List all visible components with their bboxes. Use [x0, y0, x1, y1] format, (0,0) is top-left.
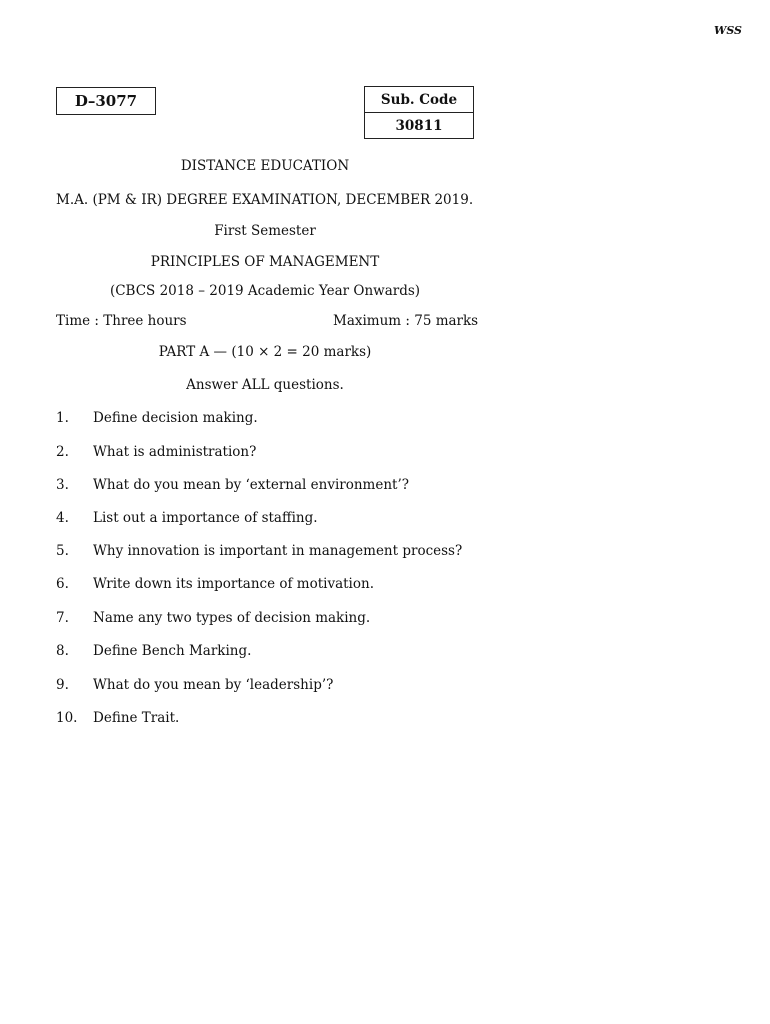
subject-code-label: Sub. Code: [380, 91, 458, 108]
exam-title: M.A. (PM & IR) DEGREE EXAMINATION, DECEMBER 2019.: [56, 192, 474, 208]
question-text: List out a importance of staffing.: [93, 510, 318, 526]
question-number: 1.: [56, 410, 69, 426]
part-title: PART A — (10 × 2 = 20 marks): [158, 344, 372, 360]
question-text: What do you mean by ‘external environment’?: [93, 477, 409, 493]
maximum-marks: Maximum : 75 marks: [333, 313, 479, 329]
question-number: 10.: [56, 710, 78, 726]
subject-code-table: [364, 86, 474, 139]
question-text: What is administration?: [93, 444, 257, 460]
question-number: 8.: [56, 643, 69, 659]
question-text: Write down its importance of motivation.: [93, 576, 374, 592]
question-text: Name any two types of decision making.: [93, 610, 371, 626]
question-number: 5.: [56, 543, 69, 559]
question-text: Define decision making.: [93, 410, 258, 426]
question-number: 9.: [56, 677, 69, 693]
paper-code-box: [56, 87, 156, 115]
semester: First Semester: [214, 223, 316, 239]
subject-code-value: 30811: [365, 112, 473, 138]
paper-code: D–3077: [74, 92, 138, 110]
question-text: Define Bench Marking.: [93, 643, 252, 659]
scheme: (CBCS 2018 – 2019 Academic Year Onwards): [109, 283, 421, 299]
part-instruction: Answer ALL questions.: [186, 377, 344, 393]
question-text: Define Trait.: [93, 710, 180, 726]
question-text: Why innovation is important in management process?: [93, 543, 463, 559]
question-number: 2.: [56, 444, 69, 460]
question-text: What do you mean by ‘leadership’?: [93, 677, 334, 693]
course-title: PRINCIPLES OF MANAGEMENT: [150, 254, 380, 270]
question-number: 7.: [56, 610, 69, 626]
question-number: 6.: [56, 576, 69, 592]
time-allowed: Time : Three hours: [56, 313, 187, 329]
watermark: WSS: [714, 24, 742, 37]
question-number: 4.: [56, 510, 69, 526]
exam-mode: DISTANCE EDUCATION: [180, 158, 350, 174]
question-number: 3.: [56, 477, 69, 493]
